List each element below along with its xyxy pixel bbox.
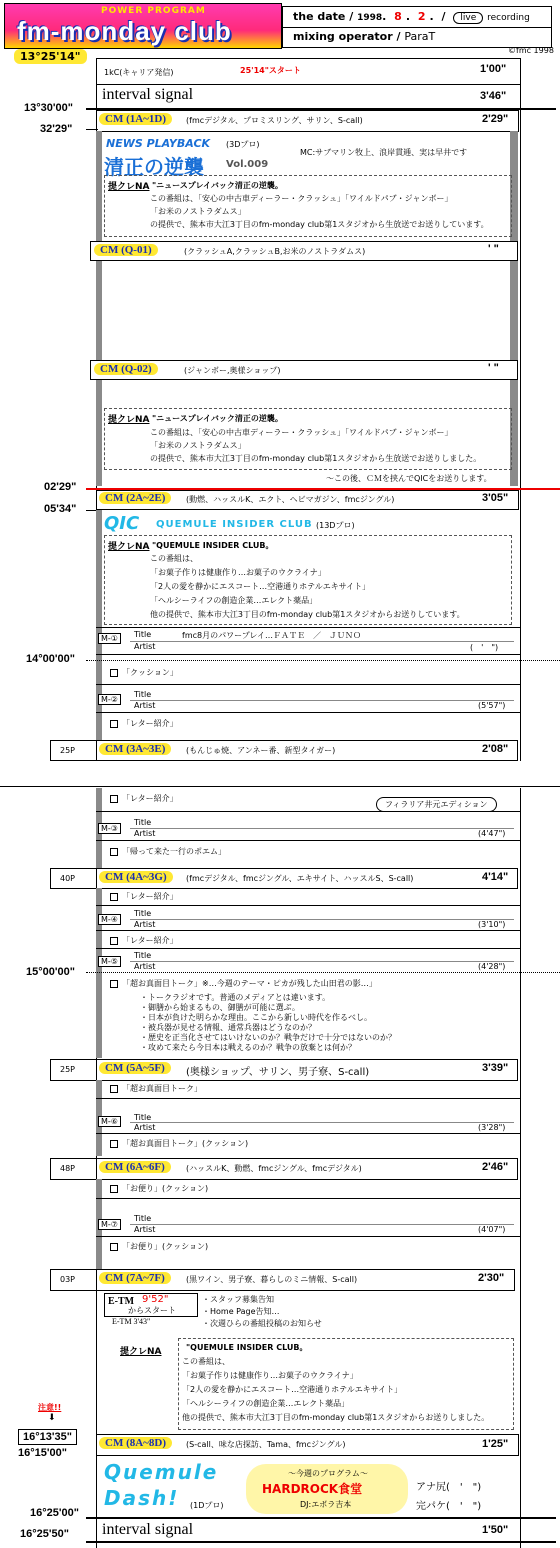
qic-sub: (13Dプロ) — [316, 521, 355, 530]
interval-signal-2: interval signal — [102, 1521, 194, 1538]
teikyo-4-l5: 他の提供で、熊本市大江3丁目のfm-monday club第1スタジオからお送りしました。 — [182, 1413, 490, 1422]
power-program-label: POWER PROGRAM — [101, 6, 206, 16]
time-162550: 16°25'50" — [20, 1528, 69, 1540]
news-mc: MC:サブマリン牧上、浪岸貫逓、実は早井です — [300, 148, 468, 157]
time-150000: 15°00'00" — [26, 966, 75, 978]
live-badge: live — [453, 12, 483, 24]
date-month: 8 — [394, 10, 402, 23]
okuri-item-2: 「お便り」(クッション) — [110, 1241, 208, 1252]
down-arrow-icon: ⬇ — [48, 1413, 56, 1423]
kan-label: 完パケ( ' ") — [416, 1501, 482, 1512]
m4-artist-label: Artist — [134, 920, 156, 929]
news-volume: Vol.009 — [226, 159, 269, 170]
teikyo-3-title: "QUEMULE INSIDER CLUB。 — [152, 541, 274, 550]
time-133000: 13°30'00" — [24, 102, 73, 114]
caution-label: 注意!! — [38, 1403, 62, 1412]
cm-4-label: CM (4A~3G) — [99, 871, 173, 883]
cm-5-desc: (奥様ショップ、サリン、男子寮、S-call) — [186, 1067, 370, 1078]
cm-7-label: CM (7A~7F) — [99, 1272, 171, 1284]
teikyo-4-label: 提クレNA — [120, 1347, 162, 1357]
qic-title: QUEMULE INSIDER CLUB — [156, 519, 313, 530]
talk-item-1: ・トークラジオです。普通のメディアとは違います。 — [140, 993, 331, 1002]
poem-item: 「帰って来た一行のポエム」 — [110, 846, 226, 857]
edition-badge: フィラリア井元エディション — [376, 797, 497, 812]
m7-title-label: Title — [134, 1214, 152, 1223]
m3-label: M-③ — [98, 823, 121, 834]
m1-artist-label: Artist — [134, 642, 156, 651]
cm-q02-desc: (ジャンボー,奥様ショップ) — [184, 366, 281, 375]
teikyo-4-l3: 「2人の愛を静かにエスコート…空港通りホテルエキサイト」 — [182, 1385, 403, 1394]
cm-q02-label: CM (Q-02) — [94, 363, 158, 375]
m5-label: M-⑤ — [98, 956, 121, 967]
cm-5-duration: 3'39" — [482, 1062, 509, 1074]
m2-artist-label: Artist — [134, 701, 156, 710]
letter-item-2: 「レター紹介」 — [110, 793, 178, 804]
date-year: 1998 — [357, 13, 383, 23]
hardrock-title: HARDROCK食堂 — [262, 1482, 363, 1496]
cm-4-desc: (fmcデジタル、fmcジングル、エキサイト、ハッスルS、S-call) — [186, 874, 414, 883]
talk-item-4: ・被兵器が見せる情報、通常兵器はどうなのか？ — [140, 1023, 316, 1032]
cm-4-duration: 4'14" — [482, 871, 509, 883]
m3-duration: (4'47") — [478, 829, 506, 838]
m3-artist-label: Artist — [134, 829, 156, 838]
m5-artist-label: Artist — [134, 962, 156, 971]
cm-7-desc: (黒ワイン、男子寮、暮らしのミニ情報、S-call) — [186, 1275, 358, 1284]
date-label: the date / — [293, 10, 354, 23]
copyright: ©fmc 1998 — [508, 46, 554, 55]
teikyo-3-l3: 「2人の愛を静かにエスコート…空港通りホテルエキサイト」 — [150, 582, 371, 591]
teikyo-4-title: "QUEMULE INSIDER CLUB。 — [186, 1343, 308, 1352]
cm-6-label: CM (6A~6F) — [99, 1161, 171, 1173]
letter-item-3: 「レター紹介」 — [110, 891, 178, 902]
gray-column-1 — [96, 131, 102, 486]
m7-artist-label: Artist — [134, 1225, 156, 1234]
time-0229: 02'29" — [44, 481, 77, 493]
teikyo-1-l2: 「お米のノストラダムス」 — [150, 207, 246, 216]
cm-4-p: 40P — [60, 874, 76, 883]
teikyo-3-l2: 「お菓子作りは健康作り…お菓子のウクライナ」 — [150, 568, 326, 577]
etm-note-3: ・次週ひらの番組投稿のお知らせ — [202, 1319, 322, 1328]
dash-next: 〜今週のプログラム〜 — [288, 1469, 368, 1478]
etm-time: 9'52" — [142, 1294, 169, 1305]
cm-5-p: 25P — [60, 1065, 76, 1074]
m1-duration: ( ' ") — [470, 643, 499, 652]
cm-q01-label: CM (Q-01) — [94, 244, 158, 256]
ana-label: アナ尻( ' ") — [416, 1482, 482, 1493]
interval-2-duration: 1'50" — [482, 1524, 509, 1536]
cm-8-duration: 1'25" — [482, 1438, 509, 1450]
teikyo-1-l3: の提供で、熊本市大江3丁目のfm-monday club第1スタジオから生放送でお送りしています。 — [150, 220, 489, 229]
cm-2-duration: 3'05" — [482, 492, 509, 504]
cm-q01-desc: (クラッシュA,クラッシュB,お米のノストラダムス) — [184, 247, 366, 256]
date-day: 2 — [417, 10, 426, 23]
operator-name: ParaT — [404, 30, 436, 43]
logo-block — [4, 3, 282, 49]
etm-note-2: ・Home Page告知… — [202, 1307, 280, 1316]
cm-1-desc: (fmcデジタル、プロミスリング、サリン、S-call) — [186, 116, 363, 125]
time-162500: 16°25'00" — [30, 1507, 79, 1519]
m2-title-label: Title — [134, 690, 152, 699]
cm-6-p: 48P — [60, 1164, 76, 1173]
start-note: 25'14"スタート — [240, 66, 301, 75]
cm-7-duration: 2'30" — [478, 1272, 505, 1284]
m7-duration: (4'07") — [478, 1225, 506, 1234]
carrier-text: 1kC(キャリア発信) — [104, 68, 174, 77]
news-sub: (3Dプロ) — [226, 140, 260, 149]
teikyo-3-label: 提クレNA — [108, 542, 150, 552]
teikyo-1-label: 提クレNA — [108, 182, 150, 192]
cm-5-label: CM (5A~5F) — [99, 1062, 171, 1074]
teikyo-2-l3: の提供で、熊本市大江3丁目のfm-monday club第1スタジオから生放送でお送りしました。 — [150, 454, 482, 463]
talk-item-3-title: 「超お真面目トーク」(クッション) — [110, 1138, 248, 1149]
interval-signal-1: interval signal — [102, 86, 194, 103]
cm-2-desc: (動燃、ハッスルK、エクト、ヘビマガジン、fmcジングル) — [186, 495, 395, 504]
teikyo-2-l1: この番組は、「安心の中古車ディーラー・クラッシュ」「ワイルドパブ・ジャンボー」 — [150, 428, 453, 437]
date-box: the date / 1998. 8 . 2 . / live recording mixing operator / ParaT — [282, 6, 552, 48]
cm-3-duration: 2'08" — [482, 743, 509, 755]
m1-title-label: Title — [134, 630, 152, 639]
talk-item-2-title: 「超お真面目トーク」 — [110, 1083, 202, 1094]
teikyo-1-l1: この番組は、「安心の中古車ディーラー・クラッシュ」「ワイルドパブ・ジャンボー」 — [150, 194, 453, 203]
interval-1-duration: 3'46" — [480, 90, 507, 102]
teikyo-1-title: "ニュースプレイバック清正の逆襲。 — [152, 181, 283, 190]
cm-1-label: CM (1A~1D) — [99, 113, 172, 125]
start-time: 13°25'14" — [14, 49, 87, 64]
m4-label: M-④ — [98, 914, 121, 925]
time-140000: 14°00'00" — [26, 653, 75, 665]
talk-title: 「超お真面目トーク」※…今週のテーマ・ピカが残した山田君の影…」 — [110, 978, 377, 989]
cm-1-duration: 2'29" — [482, 113, 509, 125]
carrier-duration: 1'00" — [480, 63, 507, 75]
news-title: NEWS PLAYBACK — [106, 137, 211, 150]
logo-text: fm-monday club — [17, 16, 232, 46]
m2-label: M-② — [98, 694, 121, 705]
dash-sub: (1Dプロ) — [190, 1501, 224, 1510]
m6-duration: (3'28") — [478, 1123, 506, 1132]
cm-7-p: 03P — [60, 1275, 76, 1284]
m2-duration: (5'57") — [478, 701, 506, 710]
m5-title-label: Title — [134, 951, 152, 960]
operator-label: mixing operator / — [293, 30, 401, 43]
dash-logo-2: Dash! — [104, 1486, 180, 1510]
crush-item: 「クッション」 — [110, 667, 178, 678]
cm-3-p: 25P — [60, 746, 76, 755]
m6-title-label: Title — [134, 1113, 152, 1122]
cm-6-duration: 2'46" — [482, 1161, 509, 1173]
letter-item-4: 「レター紹介」 — [110, 935, 178, 946]
teikyo-3-l1: この番組は、 — [150, 554, 198, 563]
m1-label: M-① — [98, 633, 121, 644]
cm-3-desc: (もんじゅ焼、アンネー番、新型タイガー) — [186, 746, 336, 755]
m1-title: fmc8月のパワープレイ…ＦＡＴＥ ／ ＪＵＮＯ — [182, 631, 361, 640]
cm-3-label: CM (3A~3E) — [99, 743, 171, 755]
time-3229: 32'29" — [40, 123, 73, 135]
okuri-item-1: 「お便り」(クッション) — [110, 1183, 208, 1194]
teikyo-4-l1: この番組は、 — [182, 1357, 230, 1366]
dash-dj: DJ:エボラ吉本 — [300, 1500, 352, 1509]
letter-item-1: 「レター紹介」 — [110, 718, 178, 729]
gray-column-2 — [96, 510, 102, 740]
news-main-title: 清正の逆襲 — [104, 155, 204, 179]
talk-item-5: ・歴史を正当化させてはいけないのか？戦争だけで十分ではないのか？ — [140, 1033, 396, 1042]
teikyo-2-label: 提クレNA — [108, 415, 150, 425]
time-0534: 05'34" — [44, 503, 77, 515]
etm-sub: E-TM 3'43" — [112, 1317, 151, 1326]
cm-8-desc: (S-call、味な店探訪、Tama、fmcジングル) — [186, 1440, 346, 1449]
m3-title-label: Title — [134, 818, 152, 827]
teikyo-3-l5: 他の提供で、熊本市大江3丁目のfm-monday club第1スタジオからお送りしています。 — [150, 610, 465, 619]
cm-6-desc: (ハッスルK、動燃、fmcジングル、fmcデジタル) — [186, 1164, 362, 1173]
cm-q02-duration: ' " — [488, 362, 499, 374]
teikyo-4-l4: 「ヘルシーライフの創造企業…エレクト薬品」 — [182, 1399, 350, 1408]
dash-logo-1: Quemule — [104, 1460, 219, 1484]
cm-8-label: CM (8A~8D) — [99, 1437, 172, 1449]
m7-label: M-⑦ — [98, 1219, 121, 1230]
m5-duration: (4'28") — [478, 962, 506, 971]
cm-2-label: CM (2A~2E) — [99, 492, 171, 504]
teikyo-2-l2: 「お米のノストラダムス」 — [150, 441, 246, 450]
talk-item-3: ・日本が負けた明らかな理由。ここから新しい時代を作るべし。 — [140, 1013, 372, 1022]
teikyo-2-title: "ニュースプレイバック清正の逆襲。 — [152, 414, 283, 423]
teikyo-2-after: 〜この後、ＣＭを挟んでQICをお送りします。 — [326, 474, 492, 483]
m4-title-label: Title — [134, 909, 152, 918]
talk-item-6: ・攻めて来たら今日本は戦えるのか？戦争の放棄とは何か？ — [140, 1043, 356, 1052]
recording-label: recording — [487, 13, 530, 23]
m6-artist-label: Artist — [134, 1123, 156, 1132]
talk-item-2: ・御膳から始まるもの、御膳が可能に選ぶ。 — [140, 1003, 300, 1012]
teikyo-3-l4: 「ヘルシーライフの創造企業…エレクト薬品」 — [150, 596, 318, 605]
teikyo-4-l2: 「お菓子作りは健康作り…お菓子のウクライナ」 — [182, 1371, 358, 1380]
etm-start: からスタート — [128, 1306, 176, 1315]
time-161500: 16°15'00" — [18, 1447, 67, 1459]
etm-note-1: ・スタッフ募集告知 — [202, 1295, 274, 1304]
cm-q01-duration: ' " — [488, 243, 499, 255]
qic-logo: QIC — [104, 513, 140, 534]
time-161335: 16°13'35" — [18, 1429, 77, 1445]
etm-label: E-TM — [108, 1296, 135, 1307]
m6-label: M-⑥ — [98, 1116, 121, 1127]
m4-duration: (3'10") — [478, 920, 506, 929]
